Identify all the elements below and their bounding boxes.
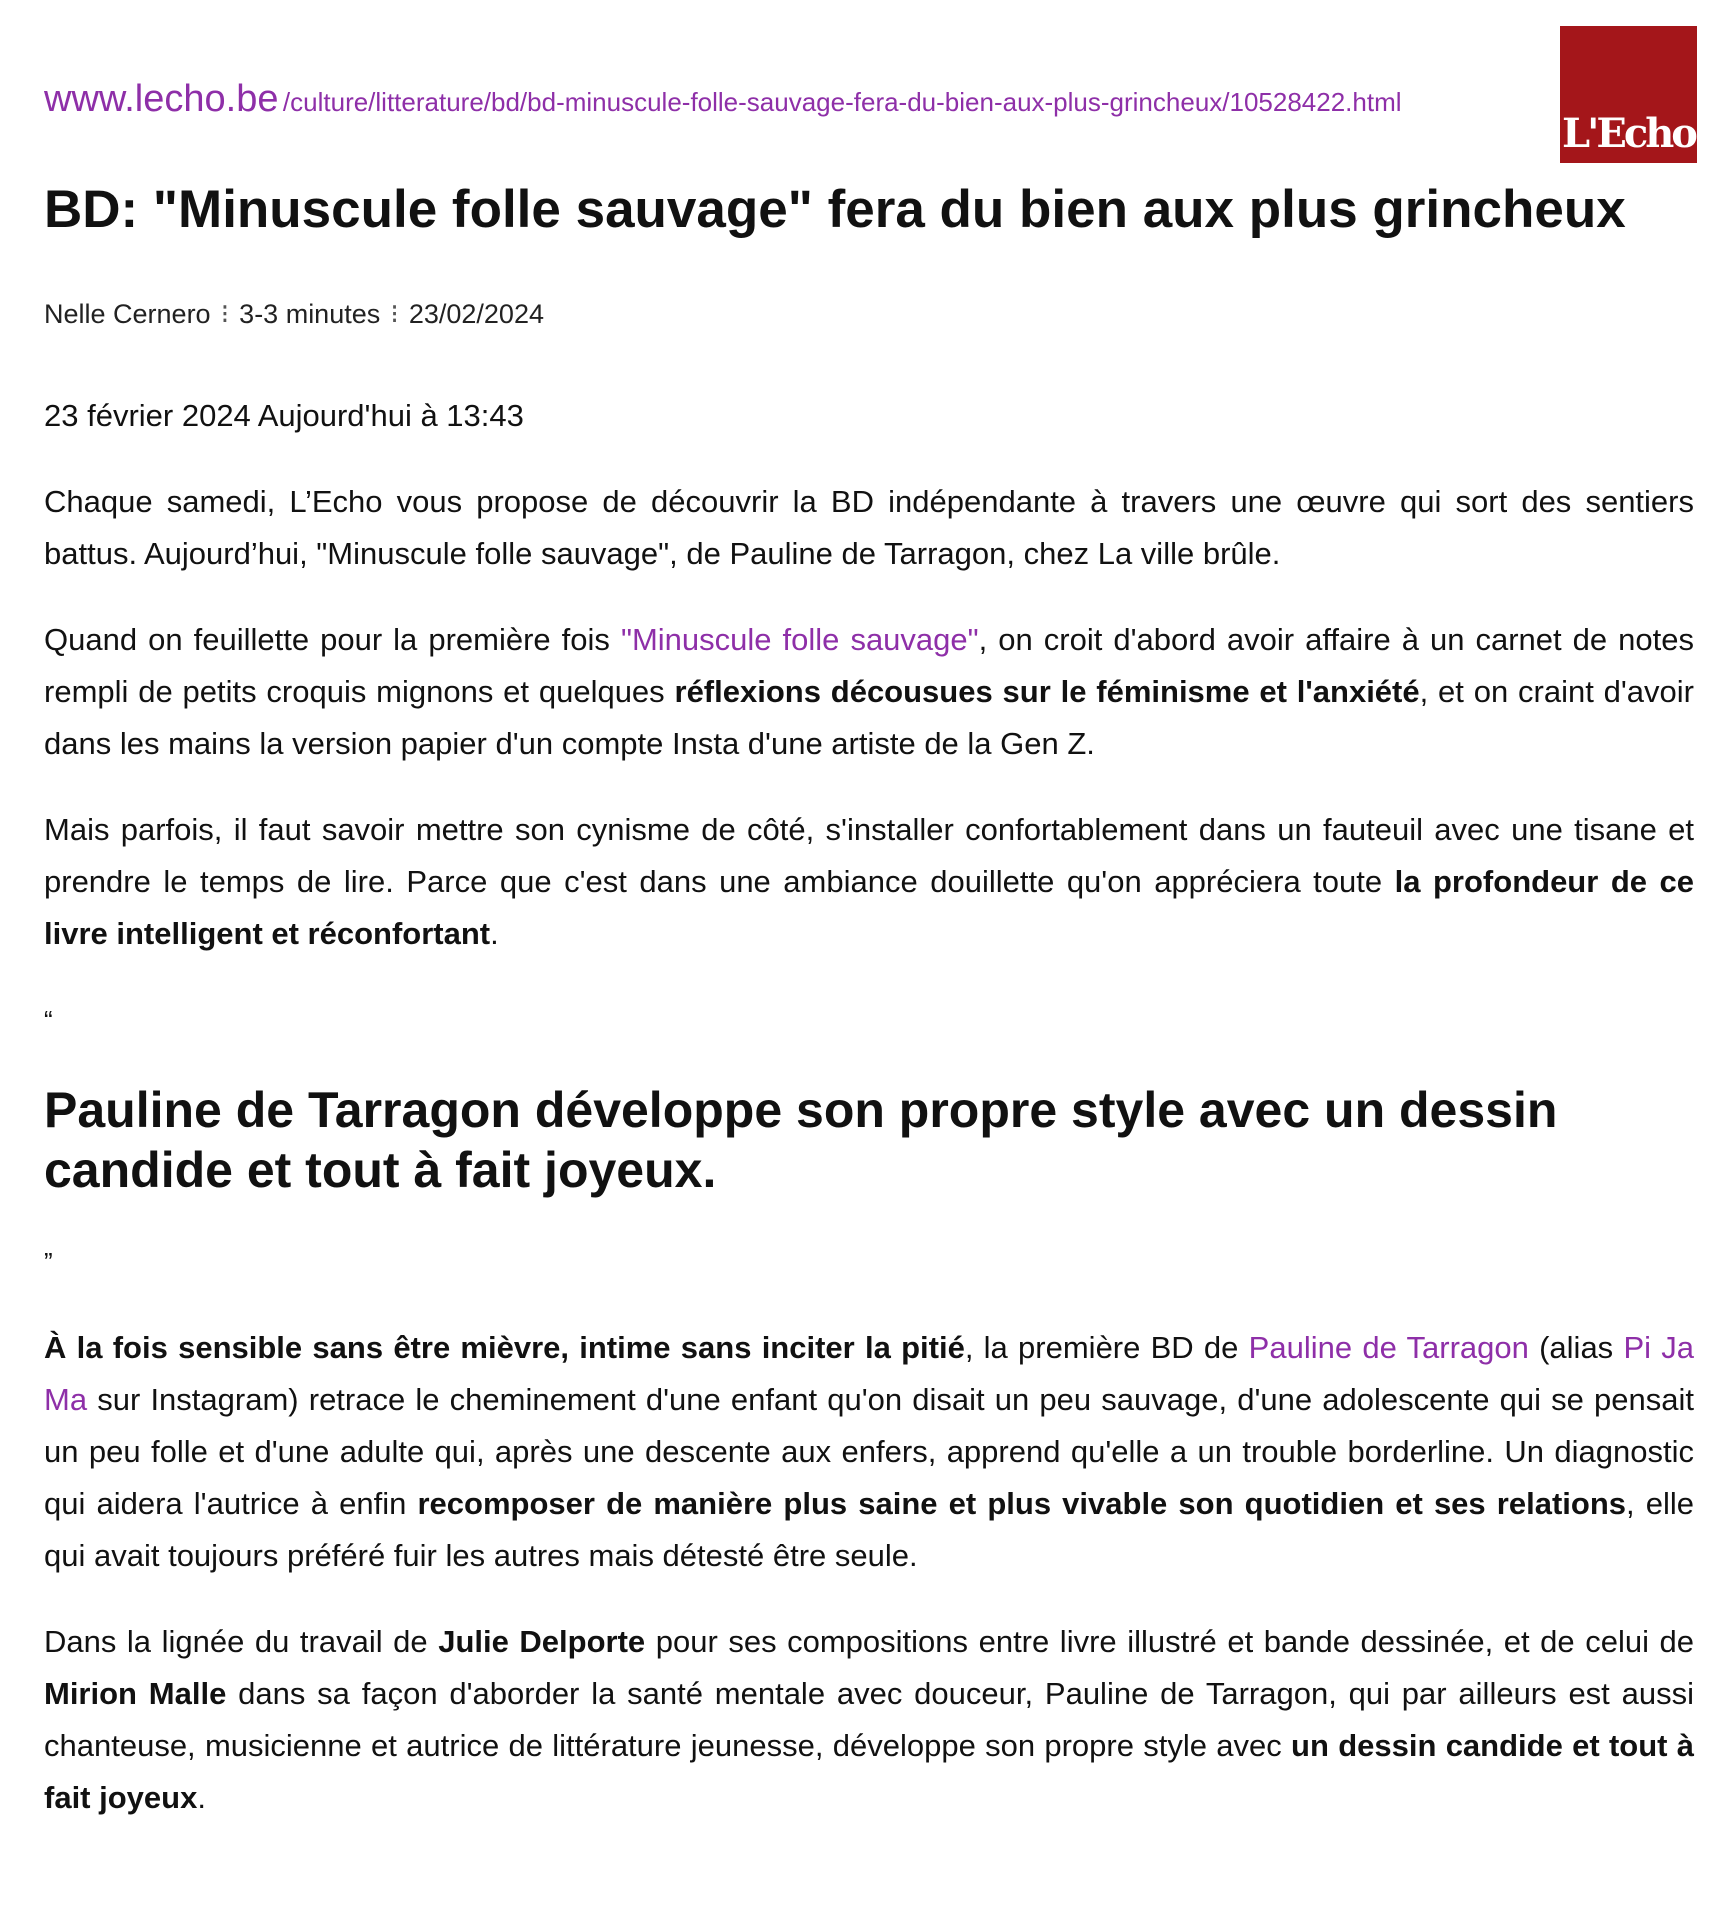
publish-date: 23/02/2024 [408,299,544,329]
text-segment: sur Instagram) retrace le cheminement d'une enfant qu'on disait un peu sauvage, d'une adolescente qui se pensait un peu folle et d'une adulte qui, après une descente aux enfers, apprend qu'elle a un trouble borderline. Un diagnostic qui aidera l'autrice à enfin [44,1382,1694,1521]
bold-segment: réflexions décousues sur le féminisme et l'anxiété [674,674,1420,709]
text-segment: , elle qui avait toujours préféré fuir les autres mais détesté être seule. [44,1486,1694,1573]
dateline: 23 février 2024 Aujourd'hui à 13:43 [44,398,524,433]
text-segment: , et on craint d'avoir dans les mains la version papier d'un compte Insta d'une artiste de la Gen Z. [44,674,1694,761]
text-segment: Quand on feuillette pour la première fois [44,622,621,657]
quote-open-mark: “ [44,1005,53,1035]
instagram-link[interactable]: Pi Ja Ma [44,1330,1694,1417]
article-meta [44,296,544,332]
paragraph-intro: Chaque samedi, L’Echo vous propose de découvrir la BD indépendante à travers une œuvre qui sort des sentiers battus. Aujourd’hui, "Minuscule folle sauvage", de Pauline de Tarragon, chez La ville brûle. [44,484,1694,571]
bold-segment: Mirion Malle [44,1676,227,1711]
meta-separator: ⁝ [220,299,230,329]
author: Nelle Cernero [44,299,211,329]
text-segment: dans sa façon d'aborder la santé mentale avec douceur, Pauline de Tarragon, qui par ailleurs est aussi chanteuse, musicienne et autrice de littérature jeunesse, développe son propre style avec [44,1676,1694,1763]
bold-segment: un dessin candide et tout à fait joyeux [44,1728,1694,1815]
paragraph-3 [44,804,1694,960]
author-link[interactable]: Pauline de Tarragon [1248,1330,1529,1365]
text-segment: Mais parfois, il faut savoir mettre son cynisme de côté, s'installer confortablement dans un fauteuil avec une tisane et prendre le temps de lire. Parce que c'est dans une ambiance douillette qu'on appréciera toute [44,812,1694,899]
paragraph-4 [44,1322,1694,1582]
text-segment: (alias [1528,1330,1624,1365]
read-time: 3-3 minutes [239,299,381,329]
text-segment: , on croit d'abord avoir affaire à un carnet de notes rempli de petits croquis mignons et quelques [44,622,1695,709]
meta-separator: ⁝ [390,299,399,329]
bold-segment: Julie Delporte [438,1624,646,1659]
url-path-link[interactable]: /culture/litterature/bd/bd-minuscule-folle-sauvage-fera-du-bien-aux-plus-grincheux/10528422.html [282,87,1402,117]
bold-segment: À la fois sensible sans être mièvre, intime sans inciter la pitié [44,1330,965,1365]
text-segment: , la première BD de [964,1330,1249,1365]
text-segment: Dans la lignée du travail de [44,1624,439,1659]
url-bar[interactable] [44,78,1484,121]
logo-text: L'Echo [1562,110,1695,157]
bold-segment: la profondeur de ce livre intelligent et réconfortant [44,864,1694,951]
lecho-logo [1560,26,1697,163]
text-segment: pour ses compositions entre livre illustré et bande dessinée, et de celui de [645,1624,1694,1659]
text-segment: . [197,1780,206,1815]
pull-quote: Pauline de Tarragon développe son propre style avec un dessin candide et tout à fait joyeux. [44,1082,1558,1198]
bold-segment: recomposer de manière plus saine et plus vivable son quotidien et ses relations [417,1486,1626,1521]
book-title-link[interactable]: "Minuscule folle sauvage" [620,622,979,657]
url-domain-link[interactable]: www.lecho.be [44,78,279,120]
text-segment: . [490,916,499,951]
article-body [44,390,1694,1858]
paragraph-5 [44,1616,1694,1824]
paragraph-2 [44,614,1694,770]
quote-close-mark: ” [44,1247,53,1277]
article-title: BD: "Minuscule folle sauvage" fera du bien aux plus grincheux [44,180,1626,239]
